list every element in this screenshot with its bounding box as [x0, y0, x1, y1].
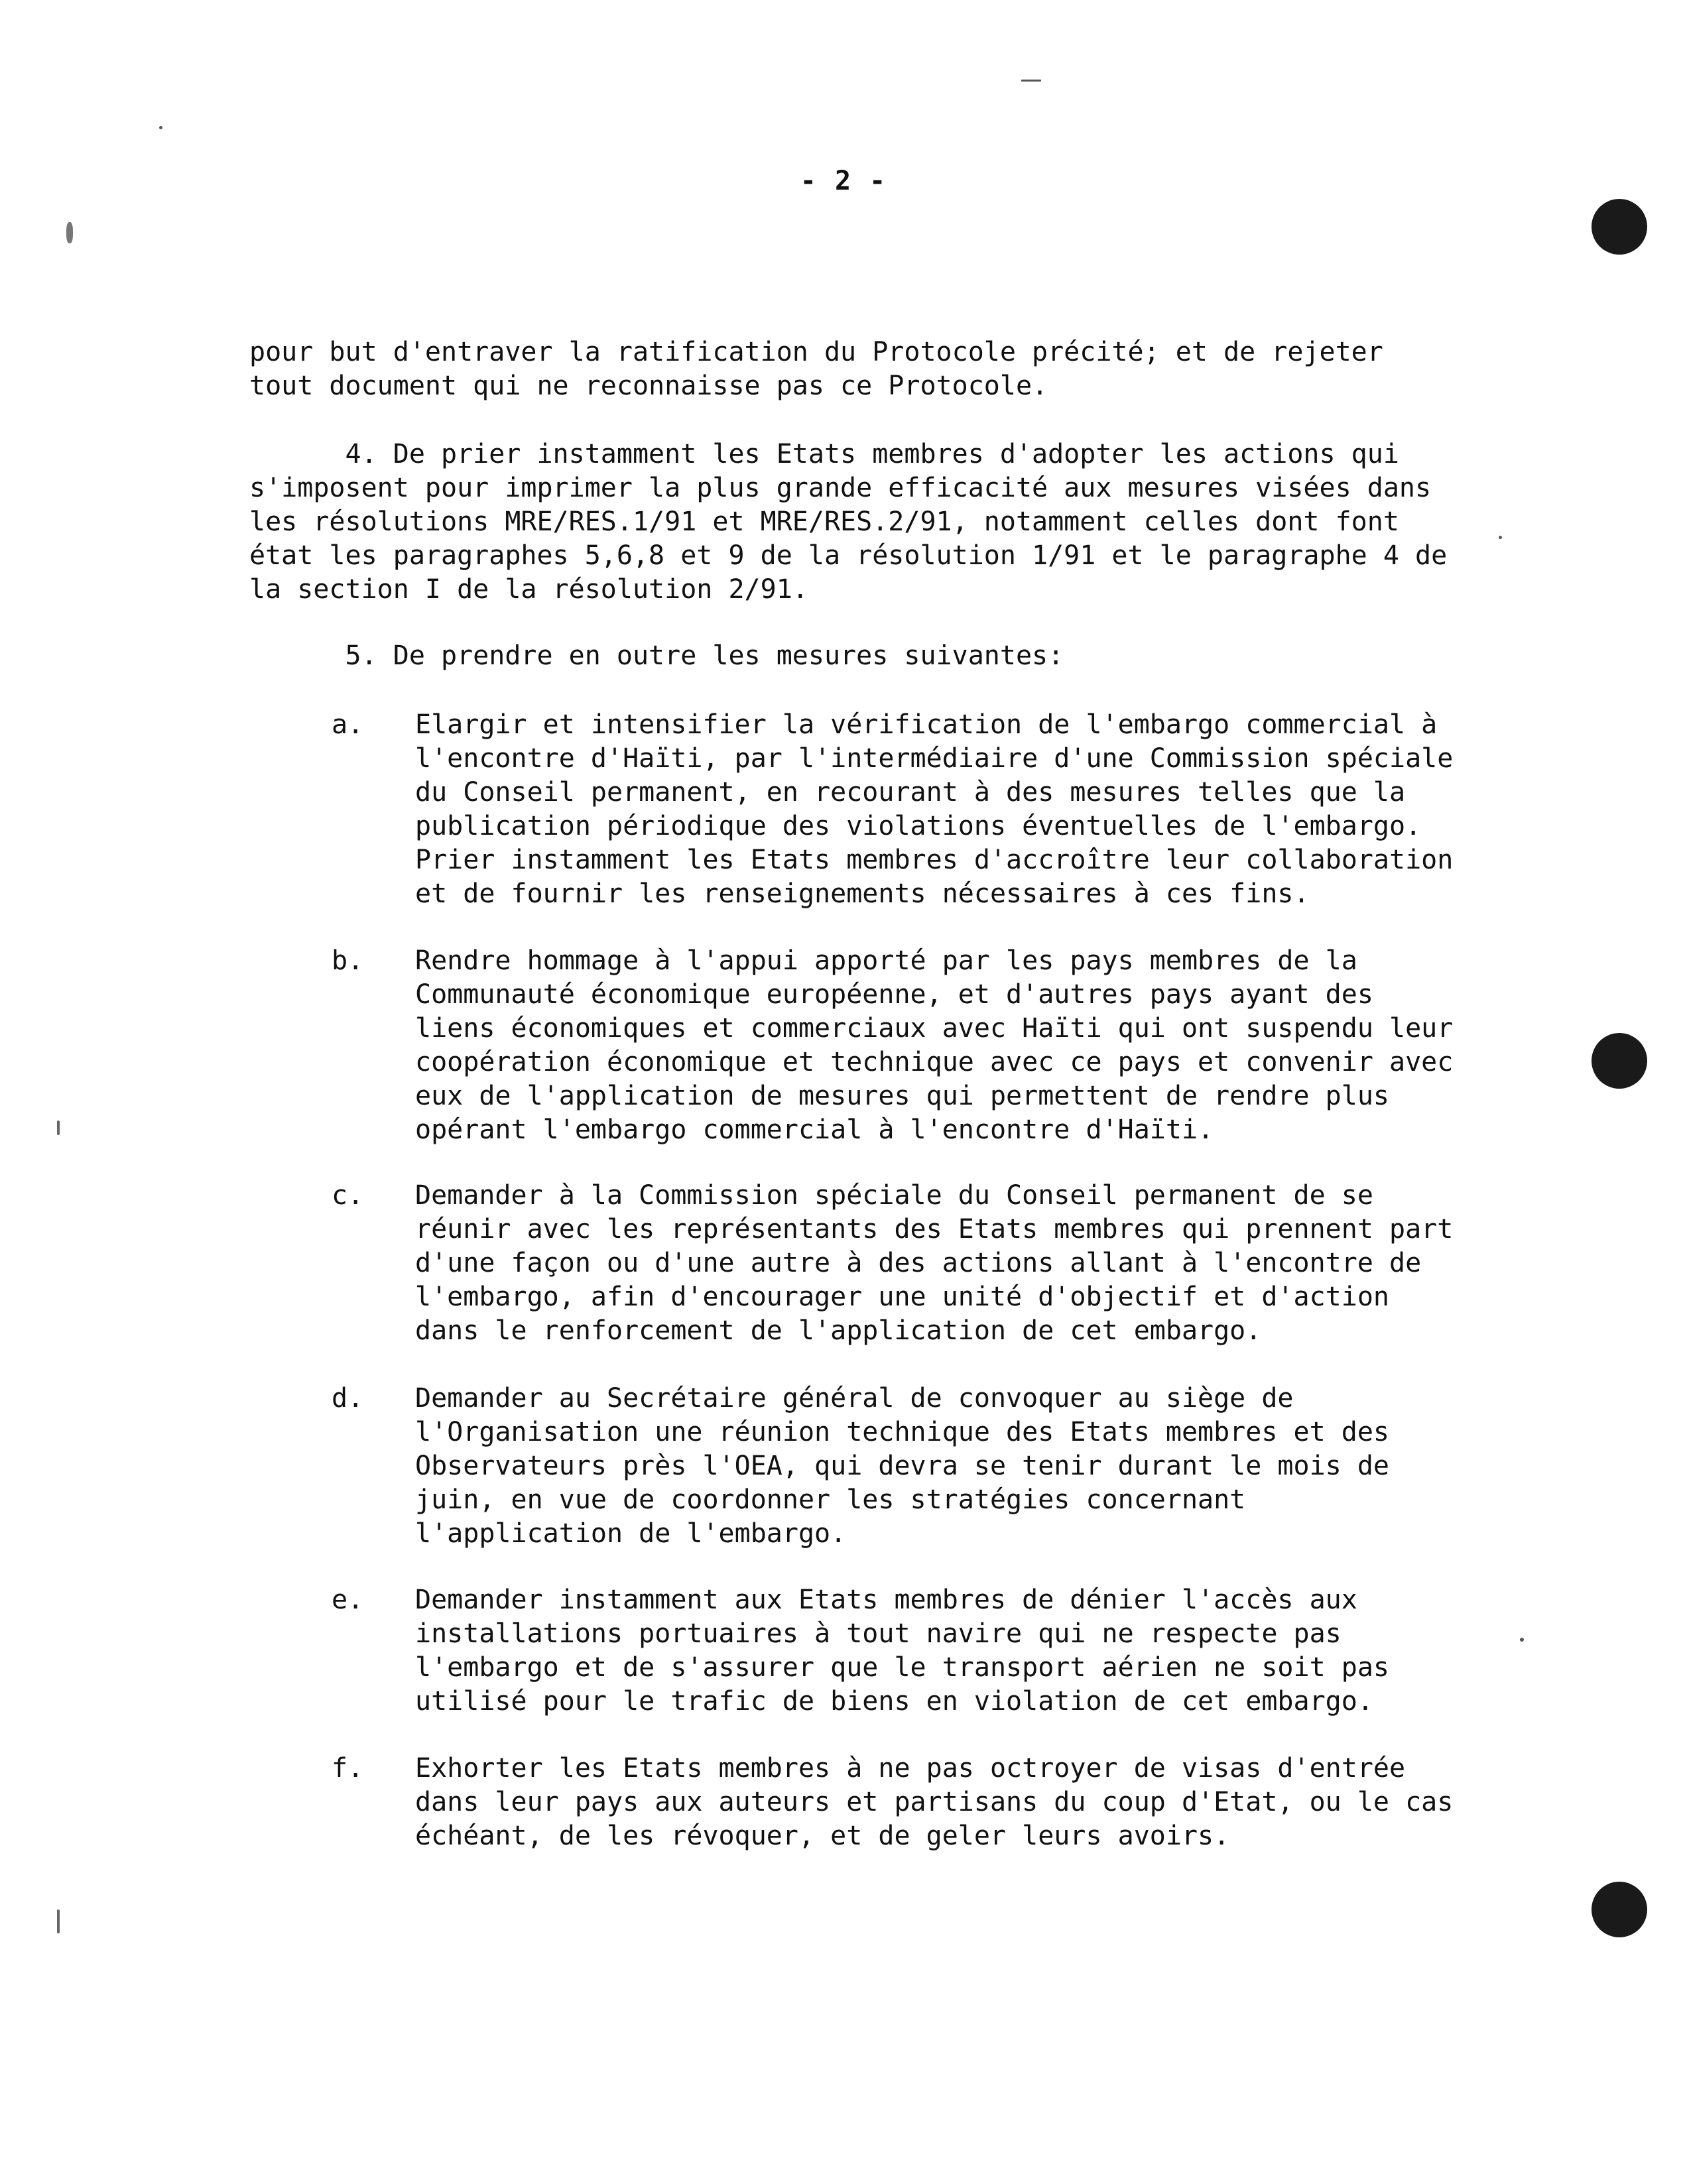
item-label-b: b.	[332, 945, 364, 976]
scan-speck	[1520, 1638, 1524, 1642]
scan-speck	[57, 1910, 60, 1933]
paragraph-5: 5. De prendre en outre les mesures suivantes:	[249, 640, 1064, 671]
item-label-a: a.	[332, 709, 364, 740]
item-text-e: Demander instamment aux Etats membres de dénier l'accès aux installations portuaires à tout navire qui ne respecte pas l'embargo et de s'assurer que le transport aérien ne soit pas utilisé pour le trafic de biens en violation de cet embargo.	[415, 1585, 1390, 1717]
punch-hole-top	[1592, 199, 1647, 255]
scan-speck	[1021, 80, 1041, 82]
page-number: - 2 -	[800, 166, 887, 196]
item-text-d: Demander au Secrétaire général de convoquer au siège de l'Organisation une réunion technique des Etats membres et des Observateurs près l'OEA, qui devra se tenir durant le mois de juin, en vue de coordonner les stratégies concernant l'application de l'embargo.	[415, 1383, 1390, 1549]
item-text-f: Exhorter les Etats membres à ne pas octroyer de visas d'entrée dans leur pays aux auteurs et partisans du coup d'Etat, ou le cas échéant, de les révoquer, et de geler leurs avoirs.	[415, 1753, 1454, 1851]
item-label-f: f.	[332, 1753, 364, 1784]
item-text-c: Demander à la Commission spéciale du Conseil permanent de se réunir avec les représentants des Etats membres qui prennent part d'une façon ou d'une autre à des actions allant à l'encontre de l'embargo, afin d'encourager une unité d'objectif et d'action dans le renforcement de l'application de cet embargo.	[415, 1180, 1454, 1346]
punch-hole-bottom	[1592, 1882, 1647, 1937]
paragraph-4: 4. De prier instamment les Etats membres d'adopter les actions qui s'imposent pour imprimer la plus grande efficacité aux mesures visées dans les résolutions MRE/RES.1/91 et MRE/RES.2/91, notamment celles dont font état les paragraphes 5,6,8 et 9 de la résolution 1/91 et le paragraphe 4 de la section I de la résolution 2/91.	[249, 439, 1448, 605]
item-label-d: d.	[332, 1383, 364, 1414]
scan-speck	[159, 126, 162, 129]
item-text-b: Rendre hommage à l'appui apporté par les pays membres de la Communauté économique européenne, et d'autres pays ayant des liens économiques et commerciaux avec Haïti qui ont suspendu leur coopération économique et technique avec ce pays et convenir avec eux de l'application de mesures qui permettent de rendre plus opérant l'embargo commercial à l'encontre d'Haïti.	[415, 945, 1454, 1145]
paragraph-continuation: pour but d'entraver la ratification du Protocole précité; et de rejeter tout document qui ne reconnaisse pas ce Protocole.	[249, 337, 1383, 401]
punch-hole-middle	[1592, 1033, 1647, 1089]
item-label-e: e.	[332, 1585, 364, 1615]
item-label-c: c.	[332, 1180, 364, 1211]
item-text-a: Elargir et intensifier la vérification de l'embargo commercial à l'encontre d'Haïti, par l'intermédiaire d'une Commission spéciale du Conseil permanent, en recourant à des mesures telles que la publication périodique des violations éventuelles de l'embargo. Prier instamment les Etats membres d'accroître leur collaboration et de fournir les renseignements nécessaires à ces fins.	[415, 709, 1454, 909]
scan-speck	[66, 222, 73, 243]
scan-speck	[57, 1121, 60, 1135]
